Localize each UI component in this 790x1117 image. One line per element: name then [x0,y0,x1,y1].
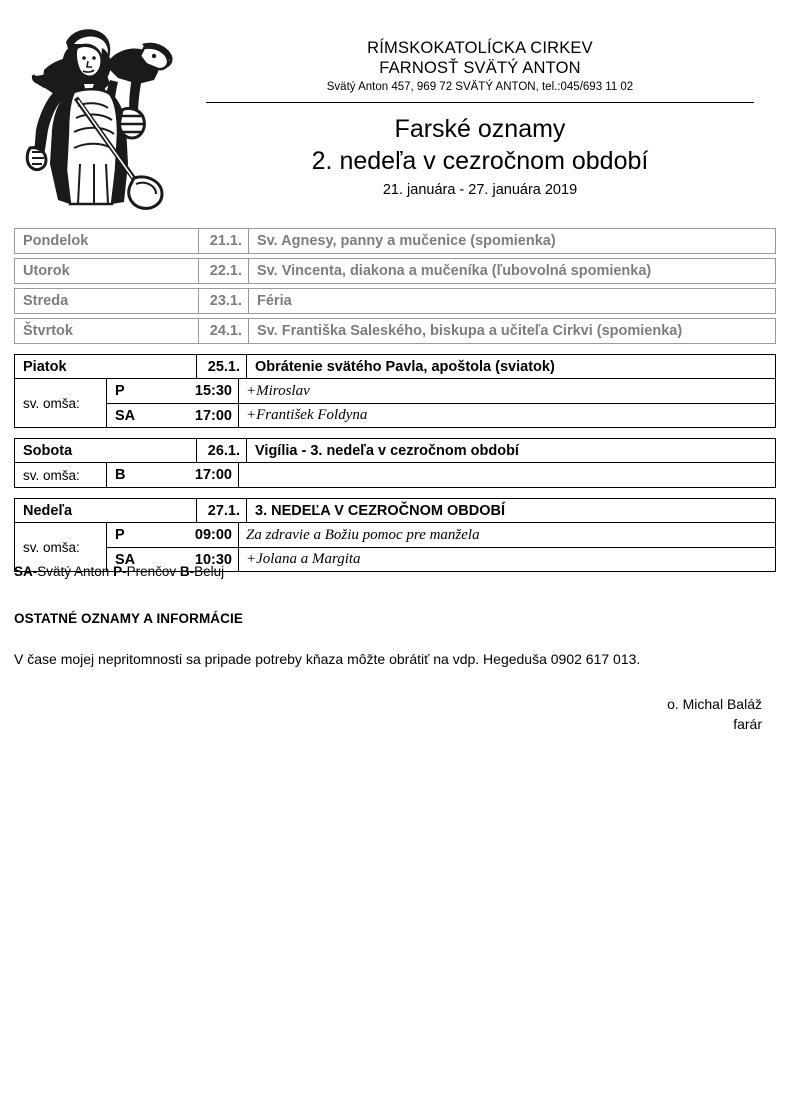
mass-row [107,463,775,487]
day-feast: Vigília - 3. nedeľa v cezročnom období [255,442,519,459]
mass-time: 09:00 [149,523,239,547]
day-date: 25.1. [197,355,247,378]
organization-address: Svätý Anton 457, 969 72 SVÄTÝ ANTON, tel.:045/693 11 02 [326,81,634,93]
mass-day-block [14,498,776,572]
location-legend [14,564,224,579]
mass-row [107,523,775,547]
mass-place: SA [115,551,136,568]
mass-time: 17:00 [149,404,239,427]
mass-day-block [14,438,776,488]
mass-day-header [15,355,775,379]
day-date: 21.1. [199,229,249,253]
mass-day-block [14,354,776,428]
day-date: 24.1. [199,319,249,343]
day-date: 27.1. [197,499,247,522]
day-name: Piatok [15,355,197,378]
mass-intention: +František Foldyna [246,407,368,423]
legend-code-sa: SA [14,564,33,579]
legend-name-b: -Beluj [189,564,225,579]
mass-day-body [15,463,775,487]
day-feast: 3. NEDEĽA V CEZROČNOM OBDOBÍ [255,502,506,519]
mass-label: sv. omša: [15,523,107,571]
legend-code-p: P [113,564,123,579]
legend-name-p: -Prenčov [122,564,180,579]
page-title: Farské oznamy [394,115,566,143]
day-name: Streda [15,289,199,313]
day-date: 26.1. [197,439,247,462]
mass-time: 10:30 [149,548,239,571]
page-subtitle: 2. nedeľa v cezročnom období [311,147,649,175]
mass-label: sv. omša: [15,379,107,427]
mass-place: P [115,383,125,399]
day-feast: Sv. Agnesy, panny a mučenice (spomienka) [257,233,556,249]
document-header [200,38,760,201]
signature-block [667,694,762,734]
mass-rows [107,379,775,427]
day-name: Nedeľa [15,499,197,522]
legend-name-sa: -Svätý Anton [32,564,114,579]
day-name: Utorok [15,259,199,283]
mass-row [107,379,775,403]
mass-day-header [15,439,775,463]
day-feast: Sv. Vincenta, diakona a mučeníka (ľubovolná spomienka) [257,263,652,279]
other-announcements-heading: OSTATNÉ OZNAMY A INFORMÁCIE [14,611,243,626]
date-range: 21. januára - 27. januára 2019 [382,182,578,198]
mass-label: sv. omša: [15,463,107,487]
table-row [14,288,776,314]
mass-time: 15:30 [149,379,239,403]
legend-code-b: B [179,564,190,579]
mass-place: B [115,467,126,483]
mass-intention: +Jolana a Margita [246,551,361,567]
mass-place: P [115,527,125,543]
header-divider [206,102,754,103]
day-name: Pondelok [15,229,199,253]
table-row [14,228,776,254]
mass-place: SA [115,407,136,424]
mass-day-header [15,499,775,523]
signature-name: o. Michal Baláž [667,696,762,712]
day-name: Štvrtok [15,319,199,343]
mass-day-body [15,379,775,427]
day-name: Sobota [15,439,197,462]
day-feast: Obrátenie svätého Pavla, apoštola (sviatok) [255,358,555,375]
schedule-table [14,228,776,572]
mass-rows [107,463,775,487]
mass-time: 17:00 [149,463,239,487]
day-feast: Féria [257,293,292,309]
day-date: 22.1. [199,259,249,283]
mass-row [107,403,775,427]
day-feast: Sv. Františka Saleského, biskupa a učiteľa Cirkvi (spomienka) [257,323,683,339]
other-announcements-text: V čase mojej nepritomnosti sa pripade potreby kňaza môžte obrátiť na vdp. Hegeduša 0902 617 013. [14,651,641,667]
good-shepherd-woodcut-icon [14,14,184,210]
day-date: 23.1. [199,289,249,313]
organization-line-2: FARNOSŤ SVÄTÝ ANTON [379,59,581,77]
mass-intention: +Miroslav [246,382,310,399]
organization-line-1: RÍMSKOKATOLÍCKA CIRKEV [367,39,593,57]
mass-intention [239,463,775,487]
signature-role: farár [733,716,762,732]
table-row [14,258,776,284]
table-row [14,318,776,344]
mass-intention: Za zdravie a Božiu pomoc pre manžela [246,526,480,543]
